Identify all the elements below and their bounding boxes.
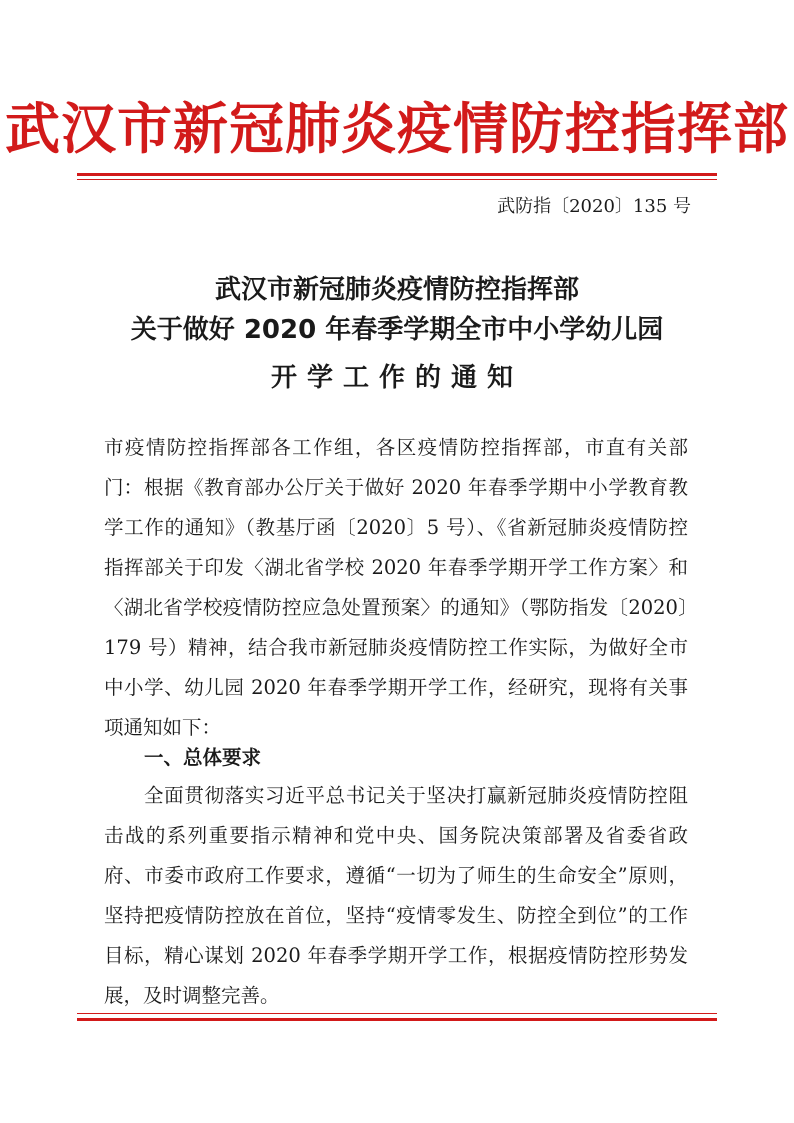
header-rule-thin: [77, 179, 717, 180]
document-number: 武防指〔2020〕135 号: [497, 196, 691, 217]
document-title-line-1: 武汉市新冠肺炎疫情防控指挥部: [214, 275, 579, 305]
document-title-line-3: 开学工作的通知: [270, 363, 523, 393]
header-rule-thick: [77, 173, 717, 176]
intro-paragraph: 根据《教育部办公厅关于做好 2020 年春季学期中小学教育教学工作的通知》（教基厅函〔2020〕5 号）、《省新冠肺炎疫情防控指挥部关于印发〈湖北省学校 2020 年春季学期开学工作方案〉和〈湖北省学校疫情防控应急处置预案〉的通知》（鄂防指发〔2020〕179 号）精神，结合我市新冠肺炎疫情防控工作实际，为做好全市中小学、幼儿园 2020 年春季学期开学工作，经研究，现将有关事项通知如下：: [104, 476, 688, 739]
issuing-authority-title: 武汉市新冠肺炎疫情防控指挥部: [4, 96, 789, 161]
footer-rule-thin: [77, 1013, 717, 1014]
document-title-line-2: 关于做好 2020 年春季学期全市中小学幼儿园: [130, 315, 664, 345]
section-heading: 一、总体要求: [144, 746, 262, 769]
body-paragraph: 全面贯彻落实习近平总书记关于坚决打赢新冠肺炎疫情防控阻击战的系列重要指示精神和党中央、国务院决策部署及省委省政府、市委市政府工作要求，遵循“一切为了师生的生命安全”原则，坚持把疫情防控放在首位，坚持“疫情零发生、防控全到位”的工作目标，精心谋划 2020 年春季学期开学工作，根据疫情防控形势发展，及时调整完善。: [104, 784, 688, 1007]
salutation: 市疫情防控指挥部各工作组，各区疫情防控指挥部，市直有关部门：: [104, 436, 688, 499]
footer-rule-thick: [77, 1018, 717, 1021]
